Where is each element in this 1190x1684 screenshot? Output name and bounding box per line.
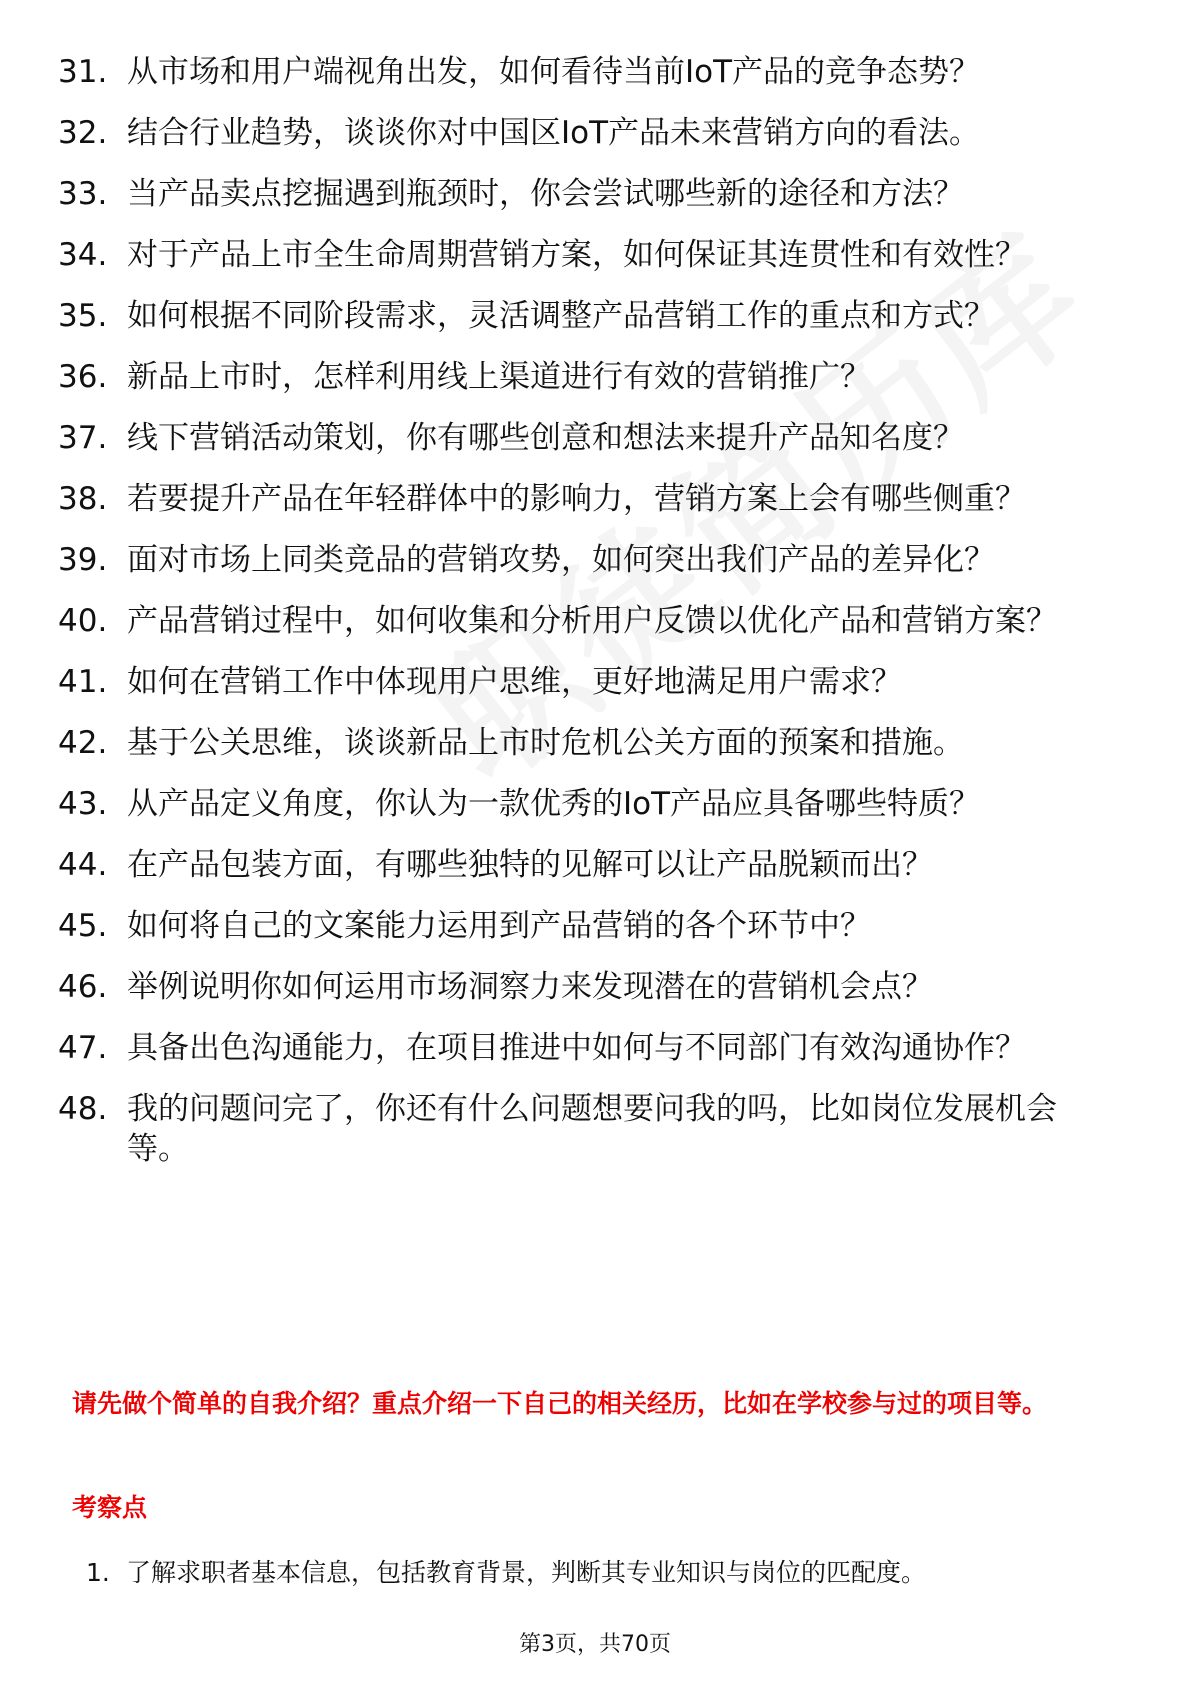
question-number: 43.: [58, 786, 108, 822]
question-text: 若要提升产品在年轻群体中的影响力，营销方案上会有哪些侧重？: [127, 481, 1026, 517]
question-text: 如何在营销工作中体现用户思维，更好地满足用户需求？: [127, 664, 902, 700]
question-item: [0, 723, 1190, 763]
point-text: 了解求职者基本信息，包括教育背景，判断其专业知识与岗位的匹配度。: [126, 1558, 927, 1587]
question-item: [0, 540, 1190, 580]
question-list: [0, 52, 1190, 1190]
question-item: [0, 906, 1190, 946]
question-number: 46.: [58, 969, 108, 1005]
question-text: 如何根据不同阶段需求，灵活调整产品营销工作的重点和方式？: [127, 298, 995, 334]
question-number: 32.: [58, 115, 108, 151]
question-item: [0, 967, 1190, 1007]
question-item: [0, 113, 1190, 153]
question-item: [0, 52, 1190, 92]
question-item: [0, 357, 1190, 397]
question-text: 在产品包装方面，有哪些独特的见解可以让产品脱颖而出？: [127, 847, 933, 883]
question-text: 新品上市时，怎样利用线上渠道进行有效的营销推广？: [127, 359, 871, 395]
question-text: 结合行业趋势，谈谈你对中国区IoT产品未来营销方向的看法。: [127, 115, 981, 151]
question-text: 对于产品上市全生命周期营销方案，如何保证其连贯性和有效性？: [127, 237, 1026, 273]
question-number: 47.: [58, 1030, 108, 1066]
question-item: [0, 784, 1190, 824]
highlight-question: 请先做个简单的自我介绍？重点介绍一下自己的相关经历，比如在学校参与过的项目等。: [72, 1389, 1048, 1418]
question-text: 面对市场上同类竞品的营销攻势，如何突出我们产品的差异化？: [127, 542, 995, 578]
question-number: 38.: [58, 481, 108, 517]
question-item: [0, 479, 1190, 519]
question-item: [0, 296, 1190, 336]
point-item: [86, 1555, 1116, 1591]
question-number: 36.: [58, 359, 108, 395]
question-number: 34.: [58, 237, 108, 273]
question-number: 48.: [58, 1091, 108, 1127]
question-item: [0, 601, 1190, 641]
question-item: [0, 235, 1190, 275]
question-item: [0, 418, 1190, 458]
question-text: 我的问题问完了，你还有什么问题想要问我的吗，比如岗位发展机会等。: [127, 1091, 1057, 1167]
question-number: 39.: [58, 542, 108, 578]
question-text: 基于公关思维，谈谈新品上市时危机公关方面的预案和措施。: [127, 725, 964, 761]
question-text: 产品营销过程中，如何收集和分析用户反馈以优化产品和营销方案？: [127, 603, 1057, 639]
question-text: 具备出色沟通能力，在项目推进中如何与不同部门有效沟通协作？: [127, 1030, 1026, 1066]
question-item: [0, 1089, 1190, 1169]
question-item: [0, 174, 1190, 214]
section-heading: 考察点: [72, 1493, 148, 1522]
question-item: [0, 1028, 1190, 1068]
question-item: [0, 845, 1190, 885]
question-number: 37.: [58, 420, 108, 456]
point-number: 1.: [86, 1558, 110, 1587]
question-number: 33.: [58, 176, 108, 212]
question-text: 从产品定义角度，你认为一款优秀的IoT产品应具备哪些特质？: [127, 786, 981, 822]
question-number: 41.: [58, 664, 108, 700]
question-number: 44.: [58, 847, 108, 883]
question-number: 45.: [58, 908, 108, 944]
question-number: 31.: [58, 54, 108, 90]
question-number: 42.: [58, 725, 108, 761]
page-footer: 第3页，共70页: [519, 1632, 671, 1657]
question-number: 40.: [58, 603, 108, 639]
question-text: 线下营销活动策划，你有哪些创意和想法来提升产品知名度？: [127, 420, 964, 456]
question-text: 如何将自己的文案能力运用到产品营销的各个环节中？: [127, 908, 871, 944]
question-item: [0, 662, 1190, 702]
question-text: 当产品卖点挖掘遇到瓶颈时，你会尝试哪些新的途径和方法？: [127, 176, 964, 212]
question-text: 举例说明你如何运用市场洞察力来发现潜在的营销机会点？: [127, 969, 933, 1005]
question-number: 35.: [58, 298, 108, 334]
question-text: 从市场和用户端视角出发，如何看待当前IoT产品的竞争态势？: [127, 54, 981, 90]
